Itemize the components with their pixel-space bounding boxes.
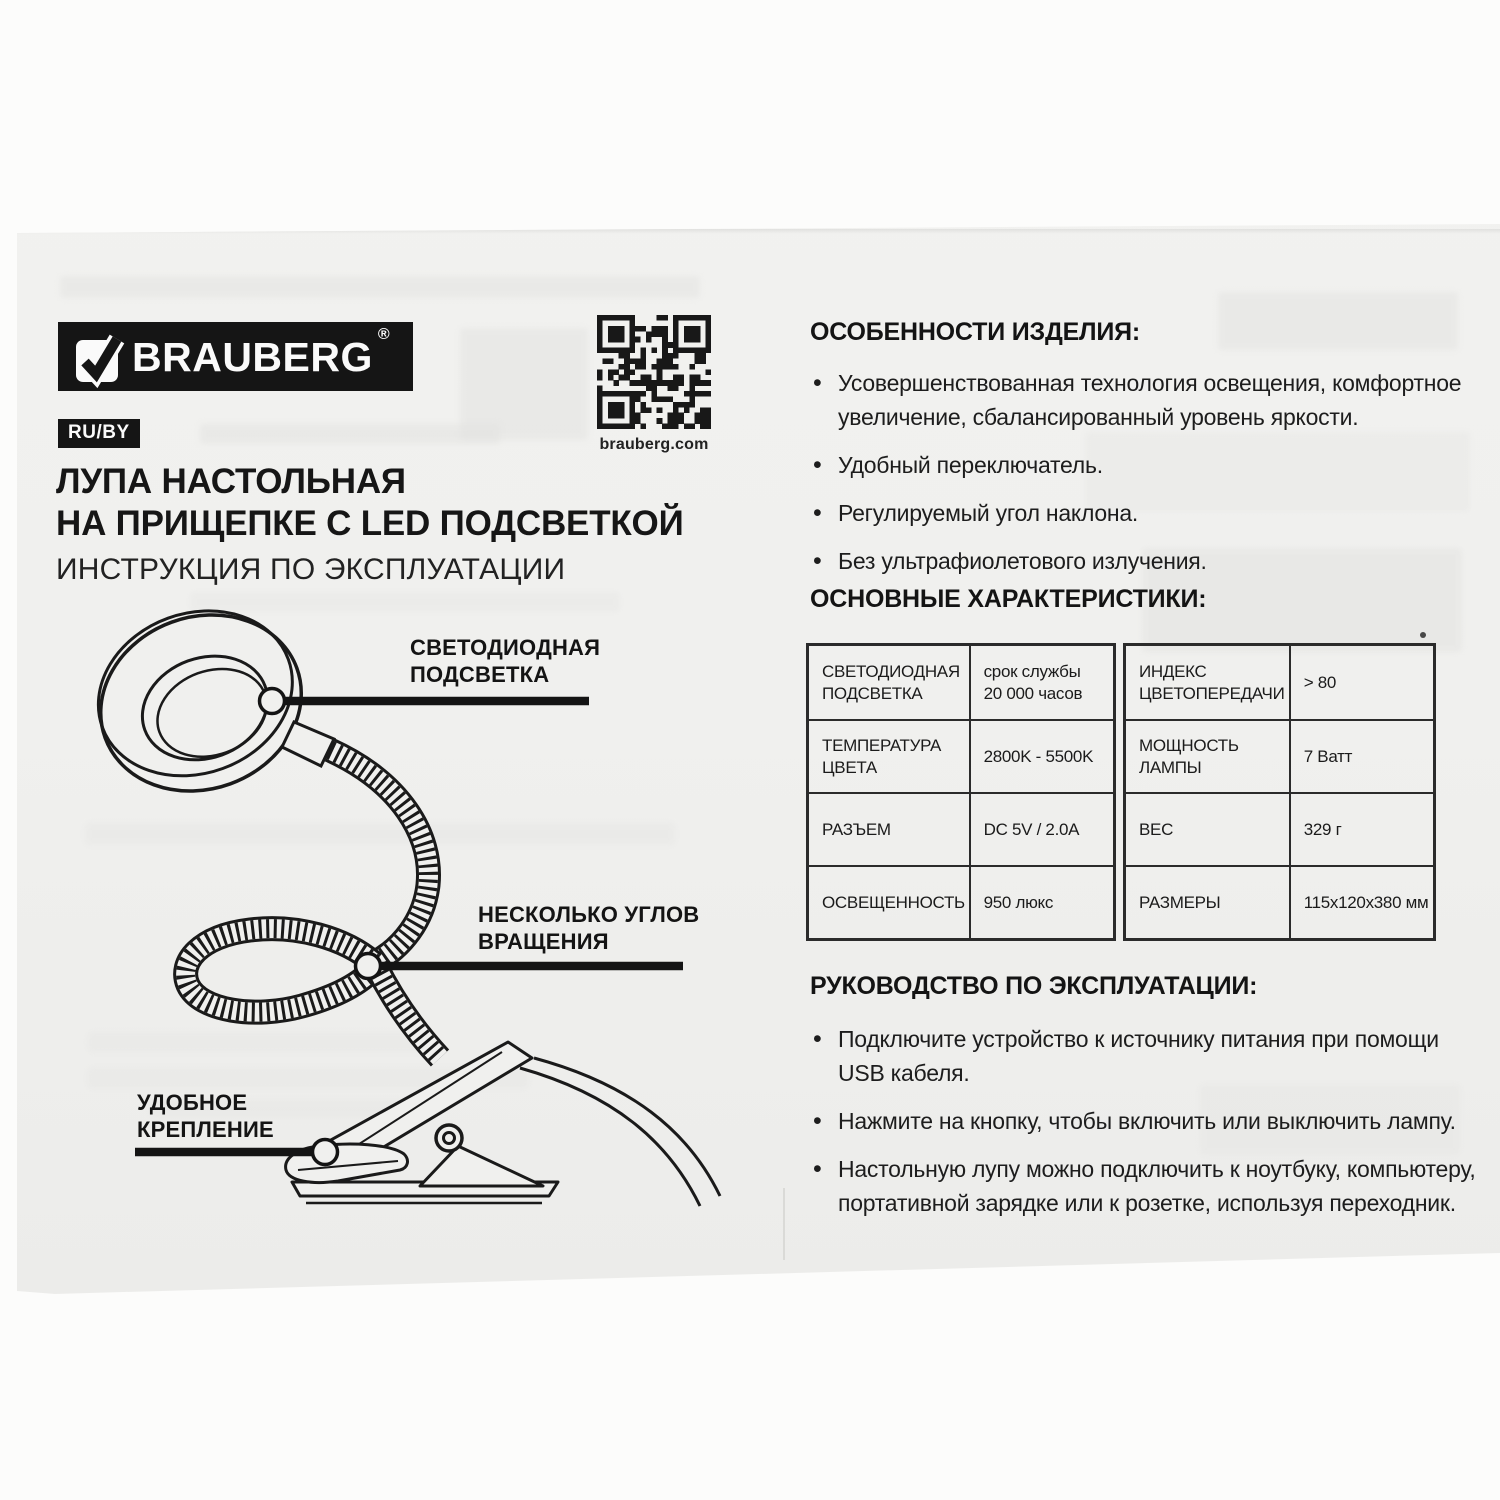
manual-item: • Нажмите на кнопку, чтобы включить или выключить лампу. <box>810 1104 1486 1138</box>
specs-table-right <box>1123 643 1436 941</box>
spec-label: СВЕТОДИОДНАЯ ПОДСВЕТКА <box>822 661 960 703</box>
feature-item: • Усовершенствованная технология освещения, комфортное увеличение, сбалансированный уровень яркости. <box>810 366 1486 434</box>
spec-value: > 80 <box>1289 646 1433 719</box>
spec-label: МОЩНОСТЬ ЛАМПЫ <box>1126 719 1289 792</box>
feature-item: • Удобный переключатель. <box>810 448 1486 482</box>
features-list <box>810 366 1486 592</box>
spec-value: DC 5V / 2.0A <box>969 792 1113 865</box>
marker-dot-led <box>260 689 285 714</box>
manual-heading: РУКОВОДСТВО ПО ЭКСПЛУАТАЦИИ: <box>810 972 1258 1000</box>
spec-value: срок службы 20 000 часов <box>969 646 1113 719</box>
gooseneck-loop <box>186 929 376 1013</box>
spec-label: ОСВЕЩЕННОСТЬ <box>809 865 969 938</box>
page-subtitle: ИНСТРУКЦИЯ ПО ЭКСПЛУАТАЦИИ <box>56 553 566 586</box>
diagram-label-led <box>410 634 600 688</box>
clip <box>286 1042 558 1203</box>
manual-item: • Настольную лупу можно подключить к ноутбуку, компьютеру, портативной зарядке или к розетке, используя переходник. <box>810 1152 1486 1220</box>
manual-item: • Подключите устройство к источнику питания при помощи USB кабеля. <box>810 1022 1486 1090</box>
spec-label: ИНДЕКС ЦВЕТОПЕРЕДАЧИ <box>1139 661 1285 703</box>
specs-table-left <box>806 643 1116 941</box>
feature-item: • Без ультрафиолетового излучения. <box>810 544 1486 578</box>
diagram-label-angles-line1: НЕСКОЛЬКО УГЛОВ <box>478 902 700 927</box>
diagram-label-led-line2: ПОДСВЕТКА <box>410 662 550 687</box>
diagram-label-led-line1: СВЕТОДИОДНАЯ <box>410 635 601 660</box>
spec-label: ТЕМПЕРАТУРА ЦВЕТА <box>809 719 969 792</box>
brand-name: BRAUBERG <box>132 334 373 380</box>
marker-dot-clip <box>313 1140 338 1165</box>
features-heading: ОСОБЕННОСТИ ИЗДЕЛИЯ: <box>810 318 1141 346</box>
spec-label: РАЗМЕРЫ <box>1126 865 1289 938</box>
registered-trademark: ® <box>377 326 390 343</box>
marker-dot-angles <box>356 954 381 979</box>
qr-caption: brauberg.com <box>599 436 709 453</box>
title-line-2: НА ПРИЩЕПКЕ С LED ПОДСВЕТКОЙ <box>56 504 684 543</box>
diagram-label-clip-line2: КРЕПЛЕНИЕ <box>137 1117 274 1142</box>
region-tag: RU/BY <box>58 419 140 448</box>
spec-label: РАЗЪЕМ <box>809 792 969 865</box>
spec-value: 329 г <box>1289 792 1433 865</box>
diagram-label-clip-line1: УДОБНОЕ <box>137 1090 248 1115</box>
specs-heading: ОСНОВНЫЕ ХАРАКТЕРИСТИКИ: <box>810 585 1207 613</box>
title-line-1: ЛУПА НАСТОЛЬНАЯ <box>56 462 406 501</box>
spec-label: ВЕС <box>1126 792 1289 865</box>
feature-item: • Регулируемый угол наклона. <box>810 496 1486 530</box>
gooseneck-lower <box>376 966 440 1058</box>
lamp-diagram <box>0 0 760 1310</box>
diagram-label-clip <box>137 1089 274 1143</box>
diagram-label-angles-line2: ВРАЩЕНИЯ <box>478 929 609 954</box>
spec-value: 950 люкс <box>969 865 1113 938</box>
spec-value: 2800K - 5500K <box>969 719 1113 792</box>
spec-value: 7 Ватт <box>1289 719 1433 792</box>
diagram-label-angles <box>478 901 699 955</box>
spec-value: 115х120х380 мм <box>1289 865 1433 938</box>
manual-list <box>810 1022 1486 1234</box>
